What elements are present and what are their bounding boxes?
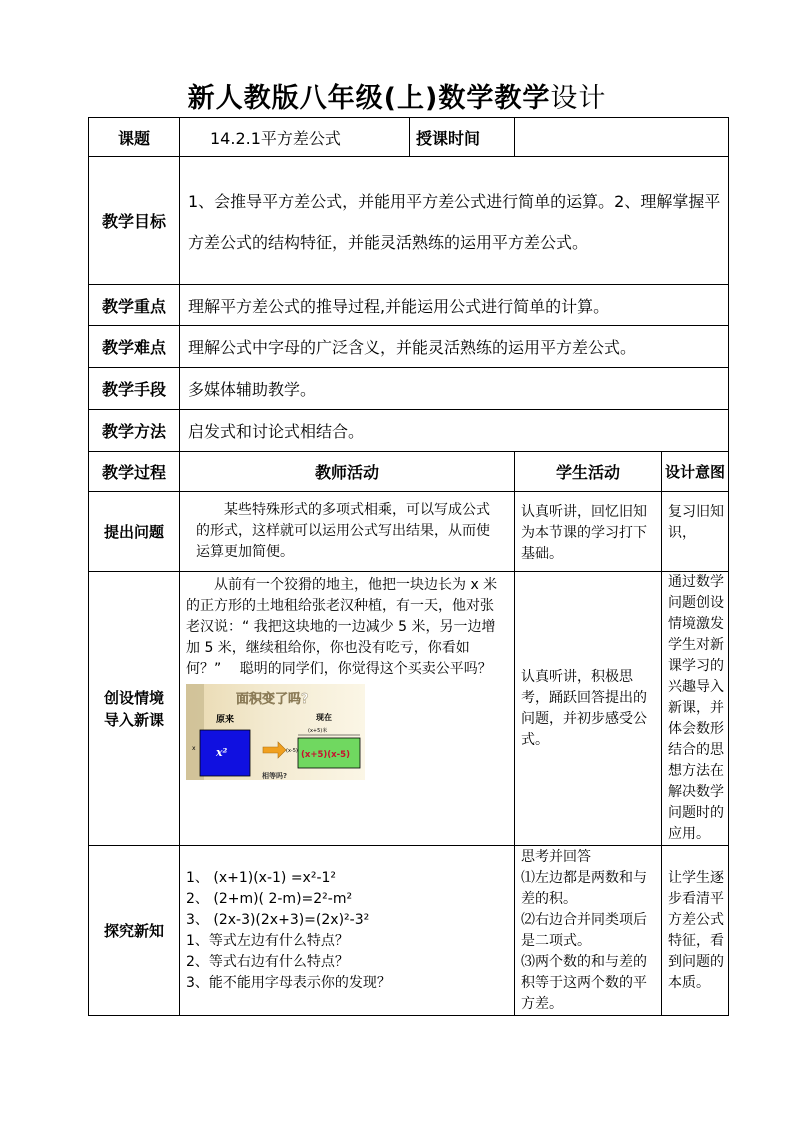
- stage2-teacher: 从前有一个狡猾的地主，他把一块边长为 x 米的正方形的土地租给张老汉种植，有一天，他对张老汉说：“ 我把这块地的一边减少 5 米，另一边增加 5 米，继续租给你，你也没有吃亏，你看如何？” 聪明的同学们，你觉得这个买卖公平吗？ 面积变了吗? 原来 现在 x x² (x+5)米 (x-5) (x+5)(x-5) 相等吗?: [180, 572, 515, 846]
- process-header-row: [89, 452, 729, 492]
- difficulty-label: 教学难点: [89, 326, 180, 368]
- process-header-intent: 设计意图: [662, 452, 729, 492]
- focus-text: 理解平方差公式的推导过程,并能运用公式进行简单的计算。: [180, 285, 729, 326]
- stage2-student: 认真听讲，积极思考，踊跃回答提出的问题，并初步感受公式。: [515, 572, 662, 846]
- goal-text: 1、会推导平方差公式，并能用平方差公式进行简单的运算。2、理解掌握平方差公式的结构特征，并能灵活熟练的运用平方差公式。: [180, 157, 729, 285]
- class-time-value: [515, 118, 729, 157]
- stage3-row: [89, 846, 729, 1016]
- figure-banner: 面积变了吗?: [236, 692, 309, 707]
- difficulty-row: [89, 326, 729, 368]
- process-header-student: 学生活动: [515, 452, 662, 492]
- lesson-plan-table: [88, 117, 729, 1016]
- stage3-teacher: [180, 846, 515, 1016]
- document-title: 新人教版八年级(上)数学教学设计: [187, 83, 607, 114]
- stage3-label: 探究新知: [89, 846, 180, 1016]
- process-header-stage: 教学过程: [89, 452, 180, 492]
- difficulty-text: 理解公式中字母的广泛含义，并能灵活熟练的运用平方差公式。: [180, 326, 729, 368]
- method-row: [89, 410, 729, 452]
- student-answer-1: ⑴左边都是两数和与差的积。: [521, 870, 647, 907]
- stage2-row: [89, 572, 729, 846]
- topic-row: [89, 118, 729, 157]
- focus-label: 教学重点: [89, 285, 180, 326]
- goal-label: 教学目标: [89, 157, 180, 285]
- equation-2: 2、 (2+m)( 2-m)=2²-m²: [186, 890, 353, 907]
- means-label: 教学手段: [89, 368, 180, 410]
- question-3: 3、能不能用字母表示你的发现？: [186, 974, 391, 991]
- method-label: 教学方法: [89, 410, 180, 452]
- figure-after-label: 现在: [316, 713, 332, 722]
- topic-label: 课题: [89, 118, 180, 157]
- student-answer-head: 思考并回答: [521, 849, 591, 865]
- question-1: 1、等式左边有什么特点？: [186, 932, 349, 949]
- stage1-student: 认真听讲，回忆旧知为本节课的学习打下基础。: [515, 492, 662, 572]
- stage3-student: [515, 846, 662, 1016]
- figure-question: 相等吗?: [262, 772, 288, 780]
- figure-rect-expr: (x+5)(x-5): [301, 750, 350, 760]
- stage1-row: [89, 492, 729, 572]
- process-header-teacher: 教师活动: [180, 452, 515, 492]
- goal-row: [89, 157, 729, 285]
- topic-value: 14.2.1平方差公式: [180, 118, 410, 157]
- stage1-teacher: 某些特殊形式的多项式相乘，可以写成公式的形式，这样就可以运用公式写出结果，从而使运算更加简便。: [180, 492, 515, 572]
- means-row: [89, 368, 729, 410]
- method-text: 启发式和讨论式相结合。: [180, 410, 729, 452]
- focus-row: [89, 285, 729, 326]
- stage2-intent: 通过数学问题创设情境激发学生对新课学习的兴趣导入新课，并体会数形结合的思想方法在解决数学问题时的应用。: [662, 572, 729, 846]
- arrow-icon: [263, 742, 286, 758]
- student-answer-2: ⑵右边合并同类项后是二项式。: [521, 912, 647, 949]
- figure-before-label: 原来: [216, 715, 235, 725]
- figure-side-dim: (x-5): [286, 748, 298, 754]
- means-text: 多媒体辅助教学。: [180, 368, 729, 410]
- equation-1: 1、 (x+1)(x-1) =x²-1²: [186, 869, 337, 886]
- stage1-intent: 复习旧知识，: [662, 492, 729, 572]
- area-figure-svg: [186, 684, 365, 780]
- figure-side-x: x: [192, 745, 196, 752]
- equation-3: 3、 (2x-3)(2x+3)=(2x)²-3²: [186, 911, 370, 928]
- figure-top-dim: (x+5)米: [308, 728, 328, 734]
- stage1-label: 提出问题: [89, 492, 180, 572]
- question-2: 2、等式右边有什么特点？: [186, 953, 349, 970]
- stage2-label: 创设情境 导入新课: [89, 572, 180, 846]
- student-answer-3: ⑶两个数的和与差的积等于这两个数的平方差。: [521, 954, 647, 1012]
- area-comparison-figure: [186, 684, 365, 780]
- class-time-label: 授课时间: [410, 118, 515, 157]
- stage3-intent: 让学生逐步看清平方差公式特征，看到问题的本质。: [662, 846, 729, 1016]
- figure-square-expr: x²: [216, 746, 228, 759]
